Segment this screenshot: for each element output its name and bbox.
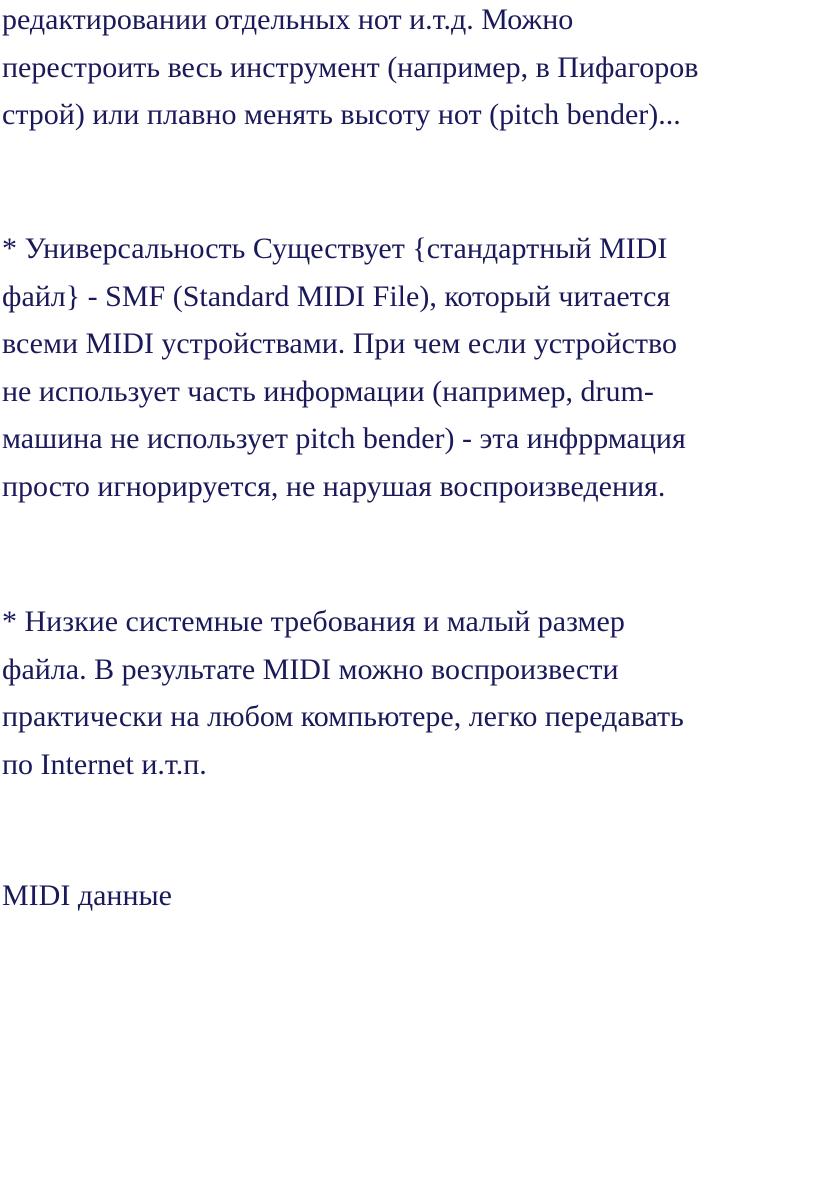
text-line: машина не использует pitch bender) - эта инфррмация	[2, 422, 686, 455]
text-line: строй) или плавно менять высоту нот (pitch bender)...	[2, 98, 681, 131]
section-heading-midi-data	[2, 872, 814, 920]
text-line: * Универсальность Существует {стандартный MIDI	[2, 232, 668, 265]
paragraph-editing-notes	[2, 0, 814, 139]
text-line: MIDI данные	[2, 879, 172, 912]
text-line: файл} - SMF (Standard MIDI File), который читается	[2, 279, 671, 313]
text-line: по Internet и.т.п.	[2, 747, 207, 781]
paragraph-low-requirements	[2, 598, 814, 788]
text-line: перестроить весь инструмент (например, в Пифагоров	[2, 50, 699, 84]
text-line: * Низкие системные требования и малый размер	[2, 605, 625, 638]
text-line: файла. В результате MIDI можно воспроизвести	[2, 652, 619, 686]
paragraph-universality	[2, 225, 814, 510]
text-line: практически на любом компьютере, легко передавать	[2, 700, 684, 733]
text-line: редактировании отдельных нот и.т.д. Можно	[2, 3, 574, 36]
text-line: не использует часть информации (например, drum-	[2, 374, 654, 408]
text-line: всеми MIDI устройствами. При чем если устройство	[2, 327, 677, 360]
text-line: просто игнорируется, не нарушая воспроизведения.	[2, 469, 666, 503]
